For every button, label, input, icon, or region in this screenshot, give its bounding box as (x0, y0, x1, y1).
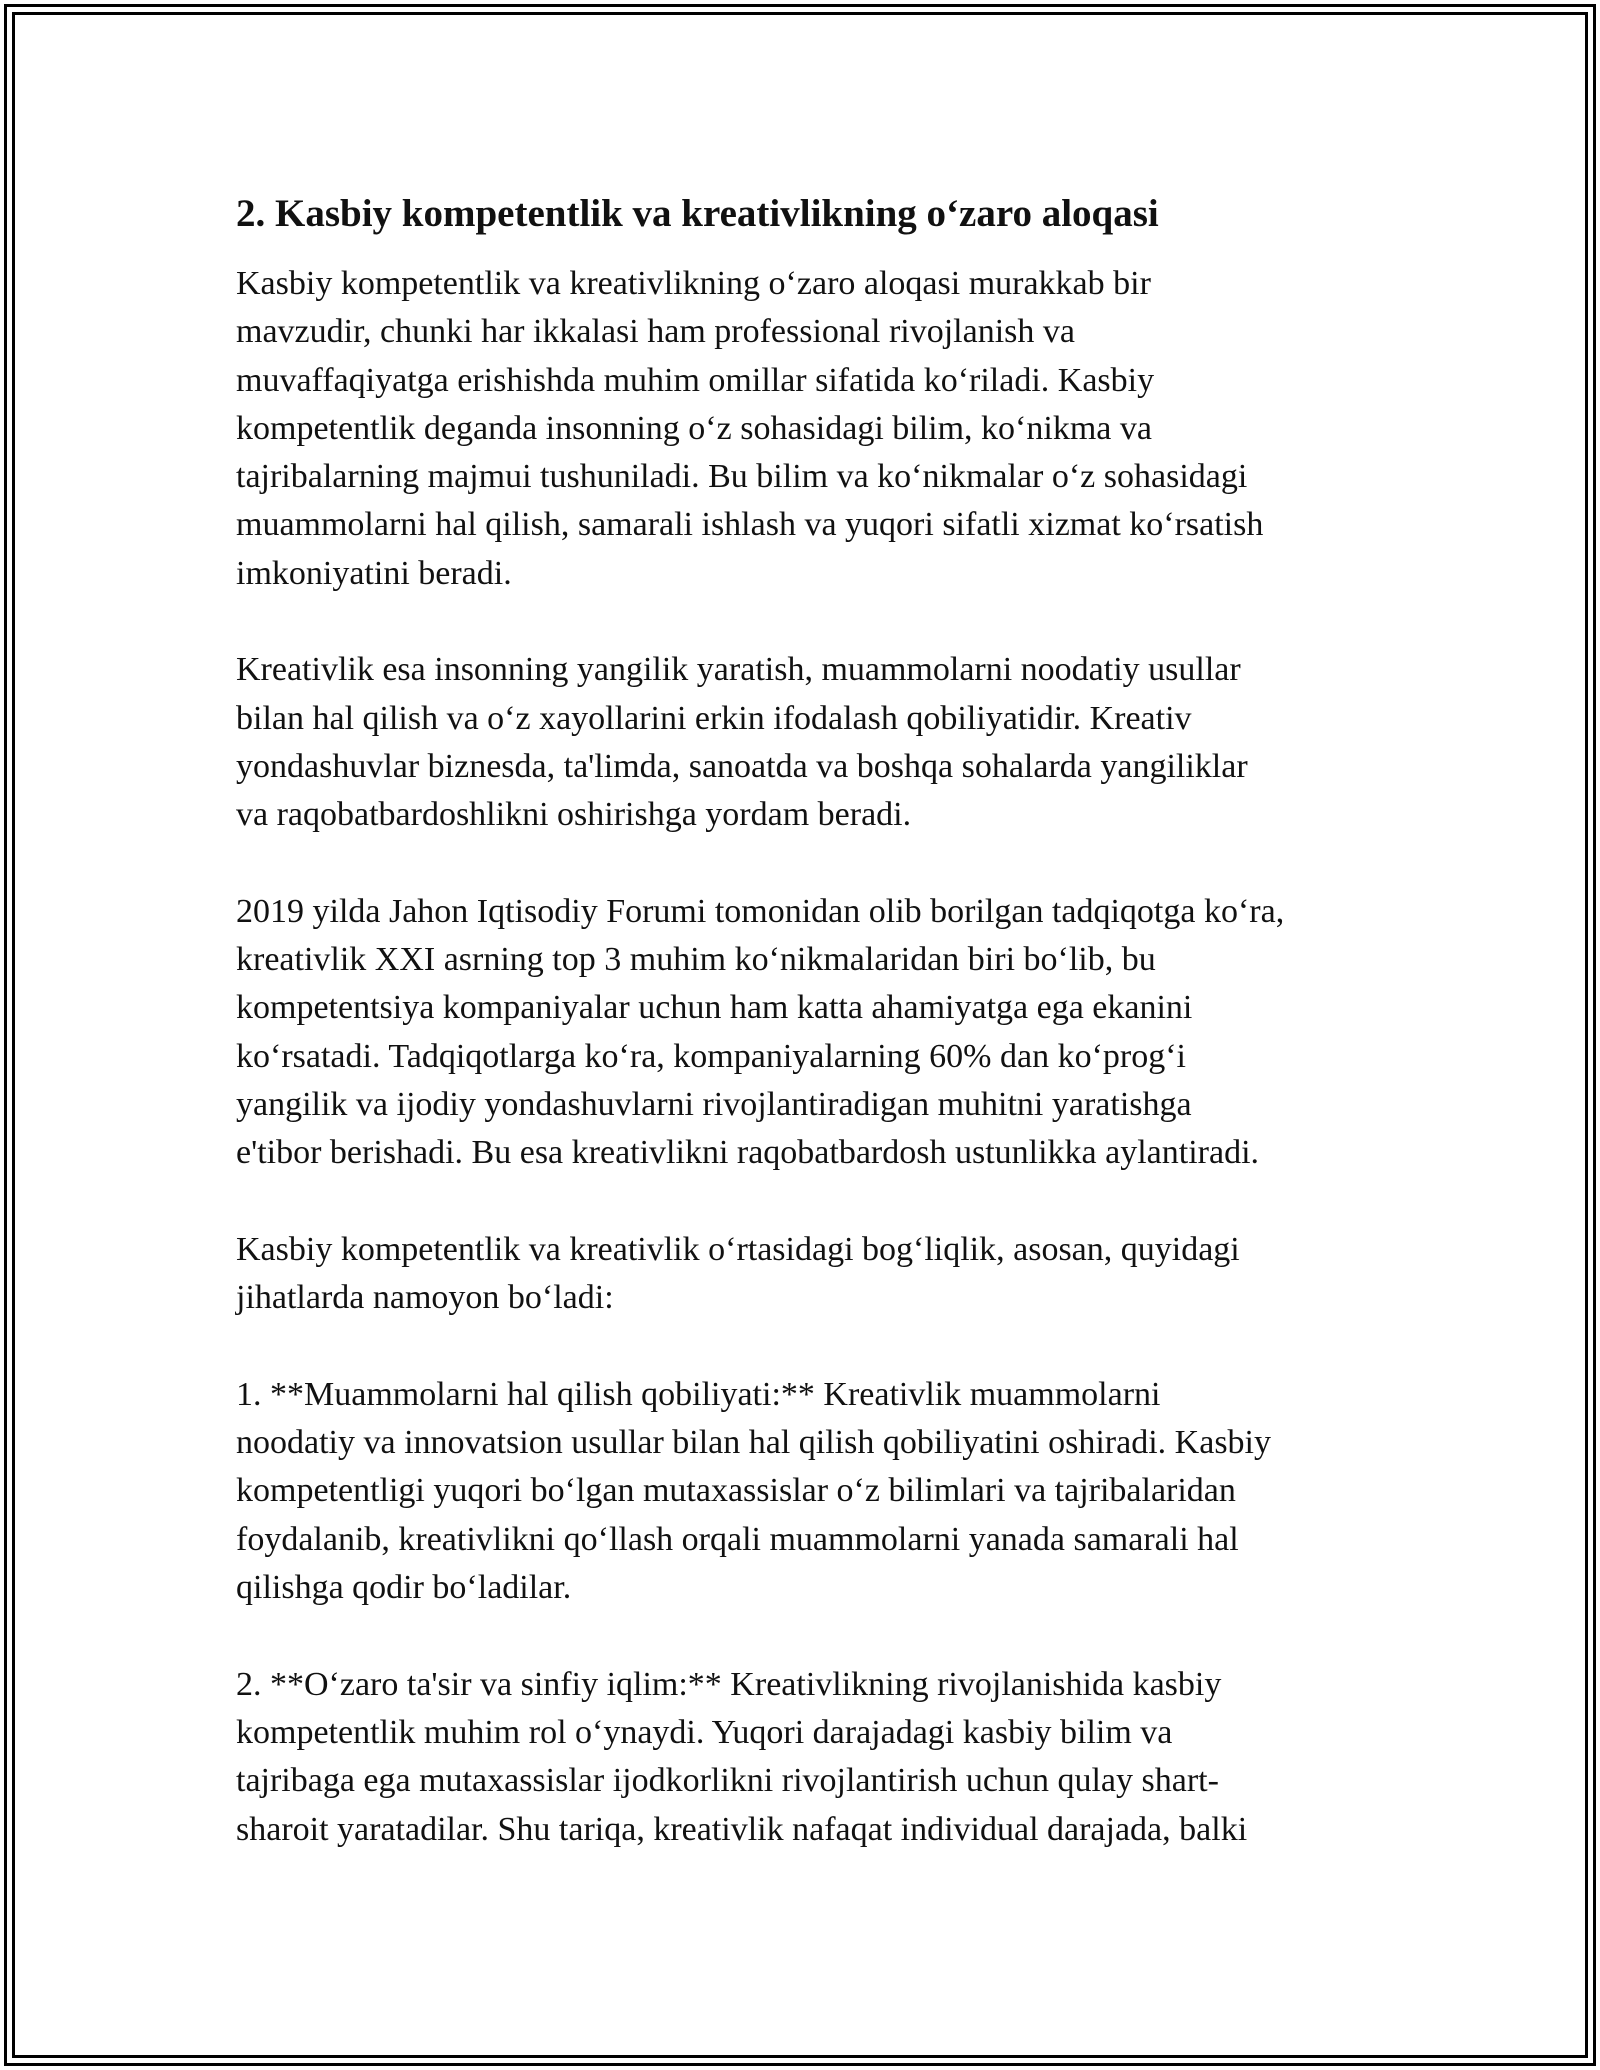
paragraph-spacer (236, 1612, 1386, 1660)
text-line: mavzudir, chunki har ikkalasi ham professional rivojlanish va (236, 313, 1075, 351)
text-line: 2. **O‘zaro ta'sir va sinfiy iqlim:** Kreativlikning rivojlanishida kasbiy (236, 1665, 1222, 1703)
text-line: foydalanib, kreativlikni qo‘llash orqali muammolarni yanada samarali hal (236, 1520, 1239, 1558)
paragraph-spacer (236, 1178, 1386, 1226)
paragraph-spacer (236, 840, 1386, 888)
text-line: qilishga qodir bo‘ladilar. (236, 1569, 572, 1607)
text-line: bilan hal qilish va o‘z xayollarini erkin ifodalash qobiliyatidir. Kreativ (236, 699, 1192, 737)
text-line: kompetentligi yuqori bo‘lgan mutaxassislar o‘z bilimlari va tajribalaridan (236, 1472, 1236, 1510)
document-page (236, 186, 1386, 1854)
section-title: 2. Kasbiy kompetentlik va kreativlikning o‘zaro aloqasi (236, 192, 1159, 235)
text-line: 2019 yilda Jahon Iqtisodiy Forumi tomonidan olib borilgan tadqiqotga ko‘ra, (236, 892, 1285, 930)
text-line: e'tibor berishadi. Bu esa kreativlikni raqobatbardosh ustunlikka aylantiradi. (236, 1134, 1260, 1172)
document-body (236, 260, 1386, 1854)
text-line: yondashuvlar biznesda, ta'limda, sanoatda va boshqa sohalarda yangiliklar (236, 747, 1248, 785)
paragraph (236, 1371, 1386, 1612)
text-line: Kasbiy kompetentlik va kreativlikning o‘zaro aloqasi murakkab bir (236, 265, 1151, 302)
text-line: noodatiy va innovatsion usullar bilan hal qilish qobiliyatini oshiradi. Kasbiy (236, 1424, 1271, 1462)
text-line: jihatlarda namoyon bo‘ladi: (236, 1279, 614, 1317)
text-line: kompetentlik muhim rol o‘ynaydi. Yuqori darajadagi kasbiy bilim va (236, 1713, 1173, 1751)
text-line: kompetentlik deganda insonning o‘z sohasidagi bilim, ko‘nikma va (236, 409, 1152, 447)
text-line: imkoniyatini beradi. (236, 554, 512, 592)
text-line: kompetentsiya kompaniyalar uchun ham katta ahamiyatga ega ekanini (236, 989, 1193, 1027)
text-line: muvaffaqiyatga erishishda muhim omillar sifatida ko‘riladi. Kasbiy (236, 361, 1155, 399)
text-line: tajribaga ega mutaxassislar ijodkorlikni rivojlantirish uchun qulay shart- (236, 1762, 1219, 1800)
text-line: tajribalarning majmui tushuniladi. Bu bilim va ko‘nikmalar o‘z sohasidagi (236, 458, 1248, 496)
text-line: 1. **Muammolarni hal qilish qobiliyati:** Kreativlik muammolarni (236, 1375, 1161, 1413)
text-line: Kasbiy kompetentlik va kreativlik o‘rtasidagi bog‘liqlik, asosan, quyidagi (236, 1230, 1240, 1268)
paragraph-spacer (236, 1323, 1386, 1371)
text-line: kreativlik XXI asrning top 3 muhim ko‘nikmalaridan biri bo‘lib, bu (236, 941, 1156, 979)
text-line: ko‘rsatadi. Tadqiqotlarga ko‘ra, kompaniyalarning 60% dan ko‘prog‘i (236, 1037, 1186, 1075)
text-line: sharoit yaratadilar. Shu tariqa, kreativlik nafaqat individual darajada, balki (236, 1810, 1248, 1848)
paragraph (236, 260, 1386, 598)
text-line: muammolarni hal qilish, samarali ishlash va yuqori sifatli xizmat ko‘rsatish (236, 506, 1264, 544)
paragraph (236, 1661, 1386, 1854)
paragraph (236, 1226, 1386, 1323)
text-line: yangilik va ijodiy yondashuvlarni rivojlantiradigan muhitni yaratishga (236, 1086, 1192, 1124)
paragraph (236, 646, 1386, 839)
text-line: Kreativlik esa insonning yangilik yaratish, muammolarni noodatiy usullar (236, 651, 1241, 689)
paragraph-spacer (236, 598, 1386, 646)
paragraph (236, 888, 1386, 1178)
text-line: va raqobatbardoshlikni oshirishga yordam beradi. (236, 796, 912, 834)
